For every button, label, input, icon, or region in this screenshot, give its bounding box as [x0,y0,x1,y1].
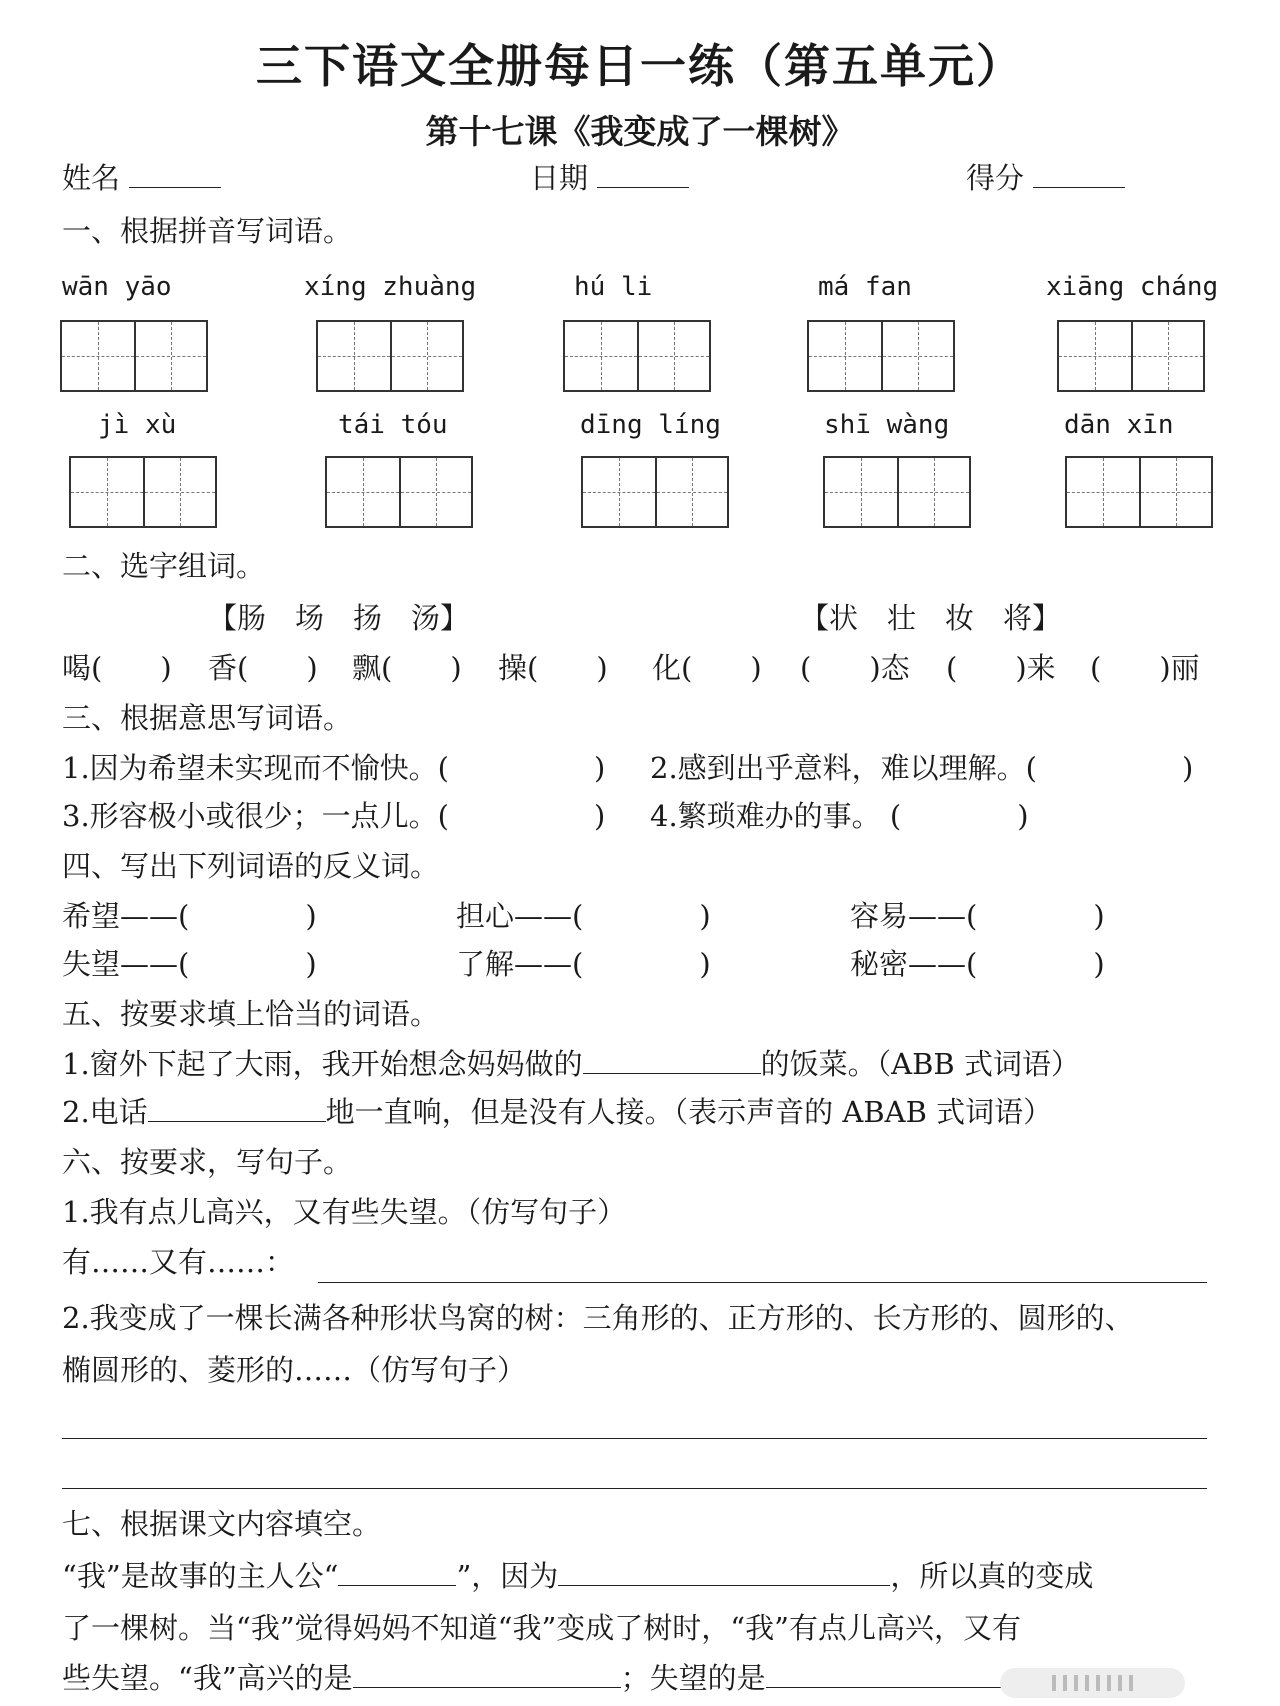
cloze-line-2: 了一棵树。当“我”觉得妈妈不知道“我”变成了树时，“我”有点儿高兴，又有 [62,1611,1021,1645]
fill-question-2[interactable]: 2.电话 地一直响，但是没有人接。（表示声音的 ABAB 式词语） [62,1095,1053,1129]
tian-grid-box[interactable] [316,320,464,392]
antonym-blank[interactable]: 希望——( ) [62,899,317,933]
tian-grid-box[interactable] [1065,456,1213,528]
tian-grid-box[interactable] [563,320,711,392]
word-blank[interactable]: 化( ) [652,651,762,685]
section-4-heading: 四、写出下列词语的反义词。 [62,849,440,883]
answer-line[interactable] [318,1282,1207,1283]
cloze-line-3[interactable]: 些失望。“我”高兴的是 ；失望的是 [62,1660,1103,1696]
antonym-blank[interactable]: 容易——( ) [850,899,1105,933]
name-field[interactable]: 姓名 [62,160,221,196]
sentence-prompt: 有……又有……： [62,1245,295,1279]
pinyin-label: jì xù [98,410,177,440]
watermark-badge [1000,1668,1185,1698]
date-field[interactable]: 日期 [530,160,689,196]
fill-question-1[interactable]: 1.窗外下起了大雨，我开始想念妈妈做的 的饭菜。（ABB 式词语） [62,1047,1080,1081]
answer-line[interactable] [62,1488,1207,1489]
tian-grid-box[interactable] [60,320,208,392]
word-blank[interactable]: 操( ) [498,651,608,685]
pinyin-label: xíng zhuàng [304,272,477,302]
word-blank[interactable]: 喝( ) [62,651,172,685]
meaning-question[interactable]: 2.感到出乎意料，难以理解。( ) [650,751,1194,785]
word-blank[interactable]: 香( ) [208,651,318,685]
sentence-question-1: 1.我有点儿高兴，又有些失望。（仿写句子） [62,1195,627,1229]
answer-line[interactable] [62,1438,1207,1439]
tian-grid-box[interactable] [1057,320,1205,392]
page-title: 三下语文全册每日一练（第五单元） [256,39,1024,93]
antonym-blank[interactable]: 秘密——( ) [850,947,1105,981]
pinyin-label: wān yāo [62,272,172,302]
section-7-heading: 七、根据课文内容填空。 [62,1507,382,1541]
tian-grid-box[interactable] [325,456,473,528]
tian-grid-box[interactable] [581,456,729,528]
cloze-line-1[interactable]: “我”是故事的主人公“ ”，因为 ，所以真的变成 [62,1559,1094,1593]
word-blank[interactable]: 飘( ) [352,651,462,685]
pinyin-label: tái tóu [338,410,448,440]
meaning-question[interactable]: 1.因为希望未实现而不愉快。( ) [62,751,606,785]
tian-grid-box[interactable] [807,320,955,392]
section-2-heading: 二、选字组词。 [62,549,266,583]
char-choice-group: 【肠 场 扬 汤】 [208,601,470,635]
sentence-question-2-cont: 椭圆形的、菱形的……（仿写句子） [62,1353,527,1387]
antonym-blank[interactable]: 失望——( ) [62,947,317,981]
word-blank[interactable]: ( )丽 [1090,651,1200,685]
lesson-subtitle: 第十七课《我变成了一棵树》 [425,112,855,151]
score-field[interactable]: 得分 [966,160,1125,196]
tian-grid-box[interactable] [69,456,217,528]
sentence-question-2: 2.我变成了一棵长满各种形状鸟窝的树：三角形的、正方形的、长方形的、圆形的、 [62,1301,1134,1335]
word-blank[interactable]: ( )来 [946,651,1056,685]
pinyin-label: má fan [818,272,912,302]
pinyin-label: dān xīn [1064,410,1174,440]
section-5-heading: 五、按要求填上恰当的词语。 [62,997,440,1031]
char-choice-group: 【状 壮 妆 将】 [800,601,1062,635]
section-3-heading: 三、根据意思写词语。 [62,701,353,735]
tian-grid-box[interactable] [823,456,971,528]
section-6-heading: 六、按要求，写句子。 [62,1145,353,1179]
pinyin-label: dīng líng [580,410,721,440]
antonym-blank[interactable]: 了解——( ) [456,947,711,981]
pinyin-label: shī wàng [824,410,950,440]
meaning-question[interactable]: 4.繁琐难办的事。 ( ) [650,799,1029,833]
word-blank[interactable]: ( )态 [800,651,910,685]
antonym-blank[interactable]: 担心——( ) [456,899,711,933]
pinyin-label: xiāng cháng [1046,272,1219,302]
section-1-heading: 一、根据拼音写词语。 [62,214,353,248]
meaning-question[interactable]: 3.形容极小或很少；一点儿。( ) [62,799,606,833]
pinyin-label: hú li [574,272,653,302]
